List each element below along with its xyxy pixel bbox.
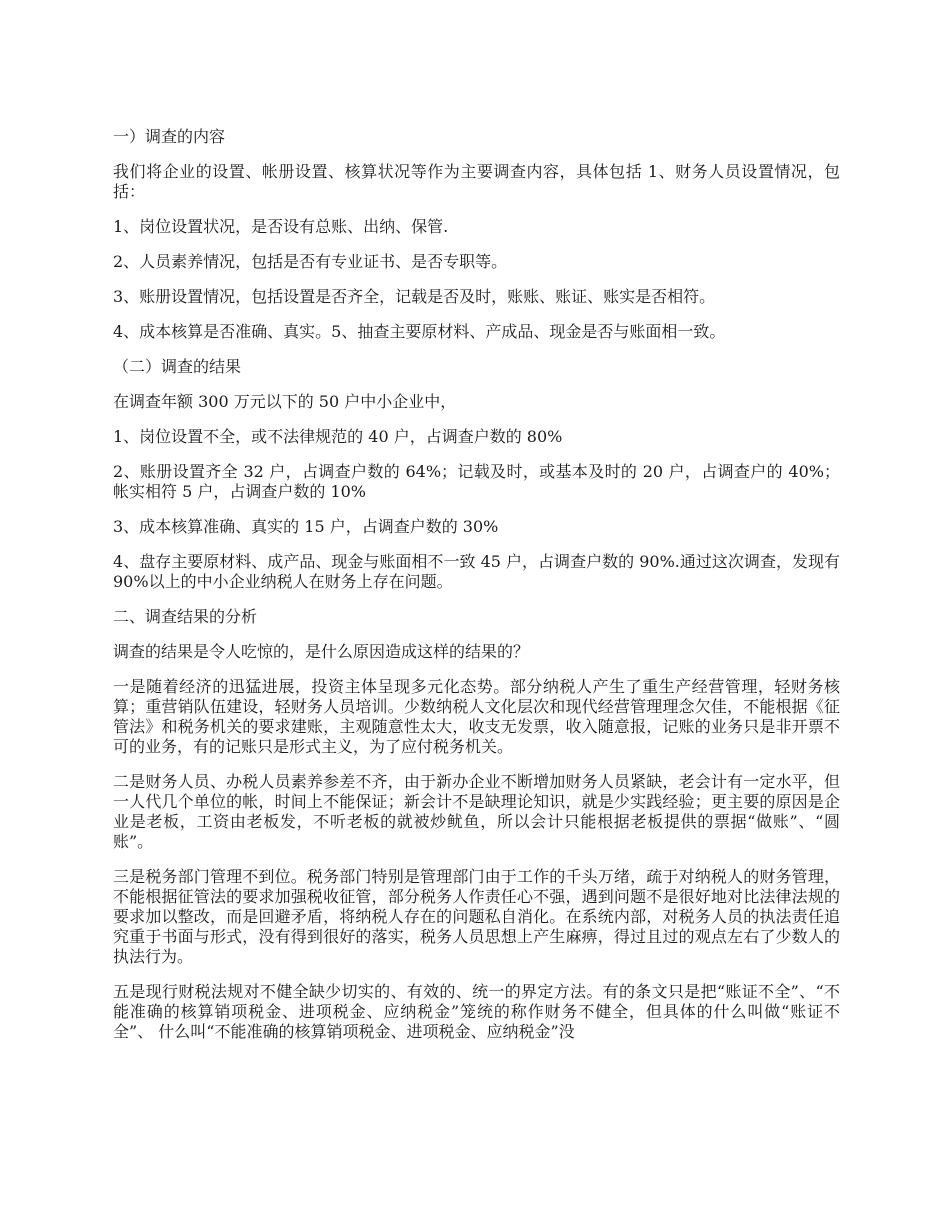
- paragraph-survey-scope: 我们将企业的设置、帐册设置、核算状况等作为主要调查内容，具体包括 1、财务人员设置情况，包括：: [113, 162, 840, 201]
- section-heading-survey-content: 一）调查的内容: [113, 127, 226, 146]
- section-heading-survey-results: （二）调查的结果: [113, 357, 242, 376]
- list-item-ledger-setup: 3、账册设置情况，包括设置是否齐全，记载是否及时，账账、账证、账实是否相符。: [113, 287, 716, 306]
- paragraph-analysis-intro: 调查的结果是令人吃惊的，是什么原因造成这样的结果的？: [113, 642, 530, 661]
- paragraph-survey-sample: 在调查年额 300 万元以下的 50 户中小企业中，: [113, 392, 457, 411]
- result-item-cost: 3、成本核算准确、真实的 15 户，占调查户数的 30%: [113, 517, 499, 536]
- document-body: [113, 127, 840, 1057]
- list-item-staff-quality: 2、人员素养情况，包括是否有专业证书、是否专职等。: [113, 252, 508, 271]
- paragraph-reason-three: 三是税务部门管理不到位。税务部门特别是管理部门由于工作的千头万绪，疏于对纳税人的财务管理，不能根据征管法的要求加强税收征管，部分税务人作责任心不强，遇到问题不是很好地对比法律法规的要求加以整改，而是回避矛盾，将纳税人存在的问题私自消化。在系统内部，对税务人员的执法责任追究重于书面与形式，没有得到很好的落实，税务人员思想上产生麻痹，得过且过的观点左右了少数人的执法行为。: [113, 867, 840, 966]
- paragraph-reason-one: 一是随着经济的迅猛进展，投资主体呈现多元化态势。部分纳税人产生了重生产经营管理，轻财务核算；重营销队伍建设，轻财务人员培训。少数纳税人文化层次和现代经营管理理念欠佳，不能根据《征管法》和税务机关的要求建账，主观随意性太大，收支无发票，收入随意报，记账的业务只是非开票不可的业务，有的记账只是形式主义，为了应付税务机关。: [113, 677, 840, 756]
- section-heading-analysis: 二、调查结果的分析: [113, 607, 258, 626]
- result-item-ledgers: 2、账册设置齐全 32 户，占调查户数的 64%；记载及时，或基本及时的 20 户，占调查户的 40%；帐实相符 5 户，占调查户数的 10%: [113, 462, 840, 501]
- list-item-cost-accounting: 4、成本核算是否准确、真实。5、抽查主要原材料、产成品、现金是否与账面相一致。: [113, 322, 726, 341]
- list-item-position-setup: 1、岗位设置状况，是否设有总账、出纳、保管.: [113, 217, 449, 236]
- paragraph-reason-two: 二是财务人员、办税人员素养参差不齐，由于新办企业不断增加财务人员紧缺，老会计有一定水平，但一人代几个单位的帐，时间上不能保证；新会计不是缺理论知识，就是少实践经验；更主要的原因是企业是老板，工资由老板发，不听老板的就被炒鱿鱼，所以会计只能根据老板提供的票据“做账”、“圆账”。: [113, 772, 840, 851]
- result-item-inventory: 4、盘存主要原材料、成产品、现金与账面相不一致 45 户，占调查户数的 90%.通过这次调查，发现有 90%以上的中小企业纳税人在财务上存在问题。: [113, 552, 840, 591]
- result-item-positions: 1、岗位设置不全，或不法律规范的 40 户，占调查户数的 80%: [113, 427, 563, 446]
- paragraph-reason-five: 五是现行财税法规对不健全缺少切实的、有效的、统一的界定方法。有的条文只是把“账证不全”、“不能准确的核算销项税金、进项税金、应纳税金”笼统的称作财务不健全，但具体的什么叫做“账证不全”、 什么叫“不能准确的核算销项税金、进项税金、应纳税金”没: [113, 982, 840, 1041]
